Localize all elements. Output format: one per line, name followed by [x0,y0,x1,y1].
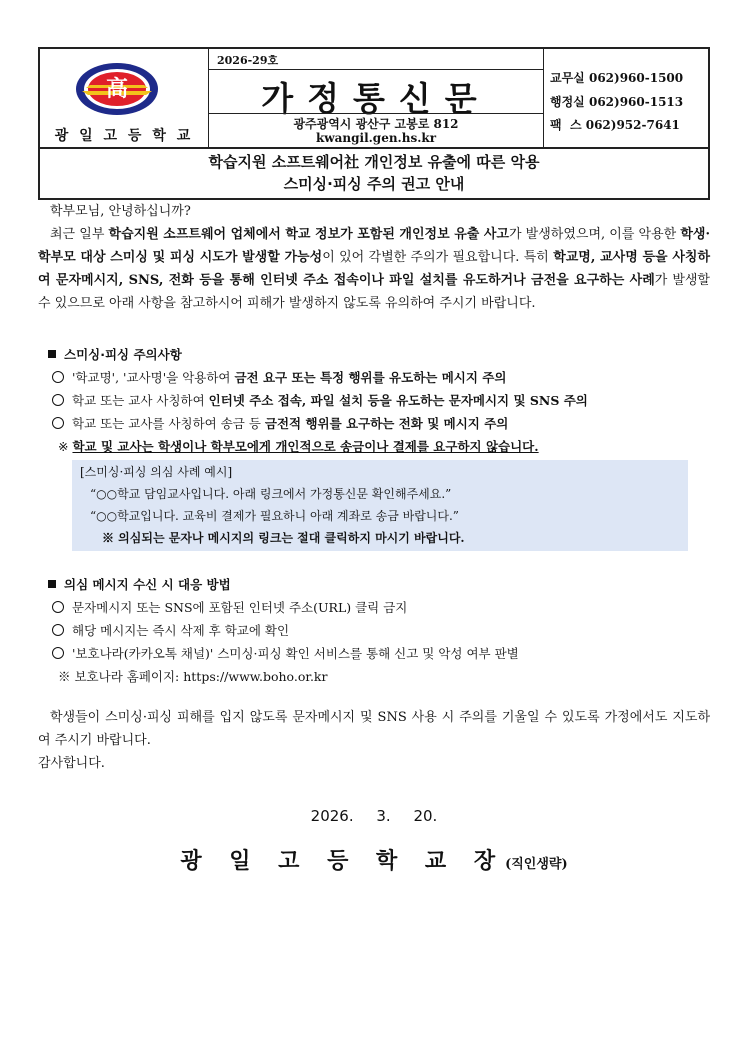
thanks-text: 감사합니다. [38,756,105,771]
example-title: [스미싱·피싱 의심 사례 예시] [80,465,233,479]
greeting: 학부모님, 안녕하십니까? [50,204,191,219]
section-cautions-title: 스미싱·피싱 주의사항 [38,343,710,366]
title-cell [209,49,544,147]
response-item-3: '보호나라(카카오톡 채널)' 스미싱·피싱 확인 서비스를 통해 신고 및 악성 여부 판별 [52,642,710,665]
issue-number: 2026-29호 [217,54,279,67]
circle-bullet-icon [52,371,64,383]
letterhead [38,47,710,149]
circle-bullet-icon [52,647,64,659]
contact-office: 교무실 062)960-1500 [550,71,684,85]
circle-bullet-icon [52,394,64,406]
boho-website-note: ※ 보호나라 홈페이지: https://www.boho.or.kr [58,669,328,684]
caution-item-1: '학교명', '교사명'을 악용하여 금전 요구 또는 특정 행위를 유도하는 메시지 주의 [52,366,710,389]
logo-text: 高 [105,77,129,102]
school-website: kwangil.gen.hs.kr [315,131,437,145]
square-bullet-icon [48,350,56,358]
response-item-1: 문자메시지 또는 SNS에 포함된 인터넷 주소(URL) 클릭 금지 [52,596,710,619]
logo-cell [40,49,209,147]
issue-date: 2026. 3. 20. [310,807,438,825]
response-item-2: 해당 메시지는 즉시 삭제 후 학교에 확인 [52,619,710,642]
newsletter-page [38,47,710,876]
circle-bullet-icon [52,601,64,613]
square-bullet-icon [48,580,56,588]
example-line-1: “○○학교 담임교사입니다. 아래 링크에서 가정통신문 확인해주세요.” [90,487,452,501]
caution-item-3: 학교 또는 교사를 사칭하여 송금 등 금전적 행위를 요구하는 전화 및 메시지 주의 [52,412,710,435]
circle-bullet-icon [52,417,64,429]
contact-cell [544,49,708,147]
closing-paragraph: 학생들이 스미싱·피싱 피해를 입지 않도록 문자메시지 및 SNS 사용 시 주의를 기울일 수 있도록 가정에서도 지도하여 주시기 바랍니다. [38,710,710,748]
subject-line-2: 스미싱·피싱 주의 권고 안내 [283,175,465,193]
example-line-2: “○○학교입니다. 교육비 결제가 필요하니 아래 계좌로 송금 바랍니다.” [90,509,459,523]
intro-paragraph: 최근 일부 학습지원 소프트웨어 업체에서 학교 정보가 포함된 개인정보 유출 사고가 발생하였으며, 이를 악용한 학생·학부모 대상 스미싱 및 피싱 시도가 발생할 가능성이 있어 각별한 주의가 필요합니다. 특히 학교명, 교사명 등을 사칭하여 문자메시지, SNS, 전화 등을 통해 인터넷 주소 접속이나 파일 설치를 유도하거나 금전을 요구하는 사례가 발생할 수 있으므로 아래 사항을 참고하시어 피해가 발생하지 않도록 유의하여 주시기 바랍니다. [38,227,711,311]
signature [38,850,710,876]
contact-admin: 행정실 062)960-1513 [550,95,684,109]
newsletter-title: 가정통신문 [261,79,491,118]
principal-title: 광 일 고 등 학 교 장 [180,848,506,874]
school-name: 광 일 고 등 학 교 [54,128,194,144]
contact-fax: 팩 스 062)952-7641 [550,118,680,132]
circle-bullet-icon [52,624,64,636]
school-address: 광주광역시 광산구 고봉로 812 [293,117,459,131]
example-warning: ※ 의심되는 문자나 메시지의 링크는 절대 클릭하지 마시기 바랍니다. [102,531,465,545]
subject-line-1: 학습지원 소프트웨어社 개인정보 유출에 따른 악용 [208,153,540,171]
caution-item-2: 학교 또는 교사 사칭하여 인터넷 주소 접속, 파일 설치 등을 유도하는 문자메시지 및 SNS 주의 [52,389,710,412]
subject-box [38,149,710,200]
caution-note: ※ 학교 및 교사는 학생이나 학부모에게 개인적으로 송금이나 결제를 요구하지 않습니다. [58,439,539,454]
section-response-title: 의심 메시지 수신 시 대응 방법 [38,573,710,596]
example-box [72,460,688,551]
seal-omitted-note: (직인생략) [505,857,568,872]
school-logo-icon [74,61,160,117]
letter-body [38,200,710,876]
